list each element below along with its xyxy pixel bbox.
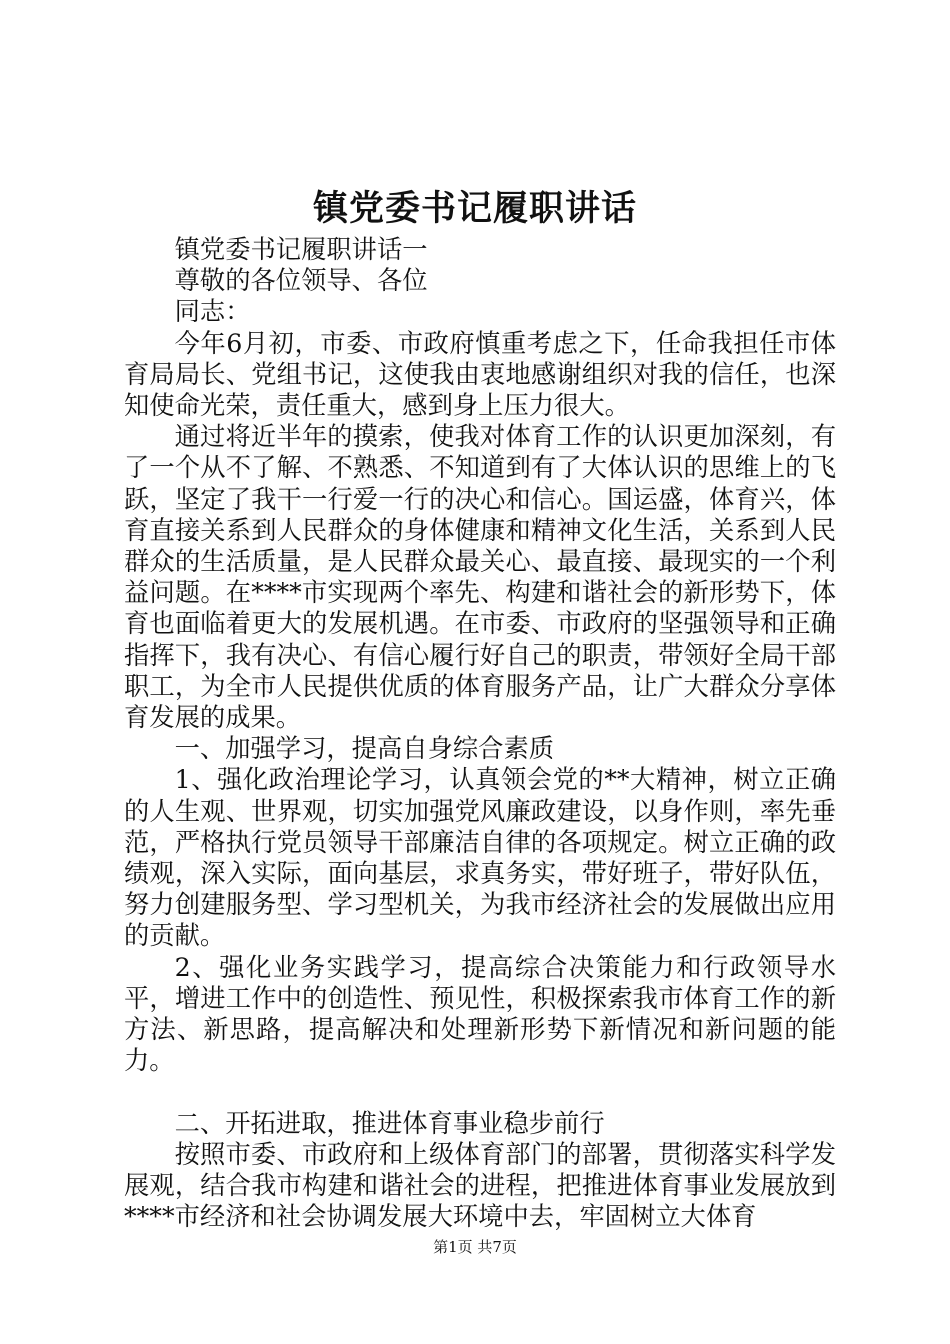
paragraph-greeting: 尊敬的各位领导、各位 — [174, 266, 428, 296]
section-heading-study: 一、加强学习，提高自身综合素质 — [174, 734, 555, 764]
paragraph-understanding: 通过将近半年的摸索，使我对体育工作的认识更加深刻，有了一个从不了解、不熟悉、不知道到有了大体认识的思维上的飞跃，坚定了我干一行爱一行的决心和信心。国运盛，体育兴，体育直接关系到人民群众的身体健康和精神文化生活，关系到人民群众的生活质量，是人民群众最关心、最直接、最现实的一个利益问题。在****市实现两个率先、构建和谐社会的新形势下，体育也面临着更大的发展机遇。在市委、市政府的坚强领导和正确指挥下，我有决心、有信心履行好自己的职责，带领好全局干部职工，为全市人民提供优质的体育服务产品，让广大群众分享体育发展的成果。 — [124, 422, 836, 733]
paragraph-subtitle: 镇党委书记履职讲话一 — [174, 235, 428, 264]
document-body — [124, 234, 836, 1232]
paragraph-spacer — [124, 1076, 836, 1107]
page-number-footer: 第1页 共7页 — [433, 1238, 517, 1256]
paragraph-political-study: 1、强化政治理论学习，认真领会党的**大精神，树立正确的人生观、世界观，切实加强党风廉政建设，以身作则，率先垂范，严格执行党员领导干部廉洁自律的各项规定。树立正确的政绩观，深入实际，面向基层，求真务实，带好班子，带好队伍，努力创建服务型、学习型机关，为我市经济社会的发展做出应用的贡献。 — [124, 765, 836, 951]
section-heading-progress: 二、开拓进取，推进体育事业稳步前行 — [174, 1108, 605, 1138]
paragraph-appointment: 今年6月初，市委、市政府慎重考虑之下，任命我担任市体育局局长、党组书记，这使我由衷地感谢组织对我的信任，也深知使命光荣，责任重大，感到身上压力很大。 — [124, 328, 836, 421]
document-title: 镇党委书记履职讲话 — [312, 188, 637, 229]
paragraph-greeting-continued: 同志： — [174, 297, 251, 327]
paragraph-development: 按照市委、市政府和上级体育部门的部署，贯彻落实科学发展观，结合我市构建和谐社会的进程，把推进体育事业发展放到****市经济和社会协调发展大环境中去，牢固树立大体育 — [124, 1139, 836, 1232]
paragraph-practice-study: 2、强化业务实践学习，提高综合决策能力和行政领导水平，增进工作中的创造性、预见性，积极探索我市体育工作的新方法、新思路，提高解决和处理新形势下新情况和新问题的能力。 — [124, 952, 836, 1076]
